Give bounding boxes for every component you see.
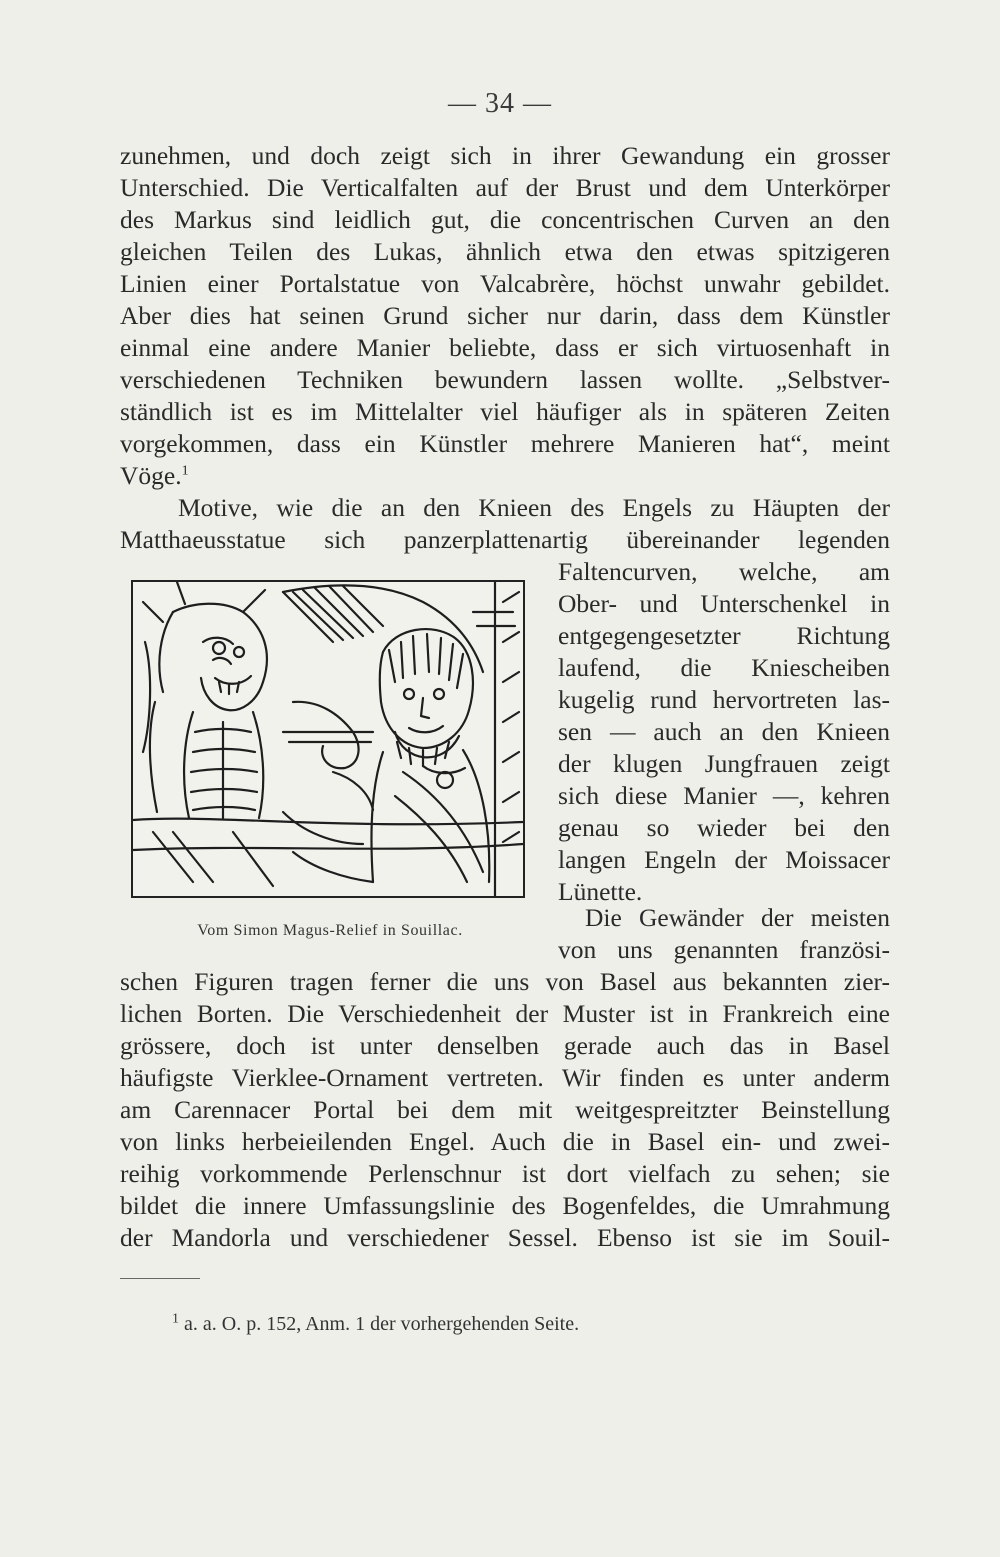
text-line: am Carennacer Portal bei dem mit weitgespreitzter Beinstellung [120,1095,890,1124]
text-line: lichen Borten. Die Verschiedenheit der Muster ist in Frankreich eine [120,999,890,1028]
footnote-divider [120,1278,200,1279]
text-line [120,460,189,492]
text-line: bildet die innere Umfassungslinie des Bogenfeldes, die Umrahmung [120,1191,890,1220]
figure-caption: Vom Simon Magus-Relief in Souillac. [197,922,463,939]
footnote [172,1313,579,1336]
text-line: verschiedenen Techniken bewundern lassen wollte. „Selbstver- [120,365,890,394]
text-line: Die Gewänder der meisten [585,903,890,932]
text-line: Ober- und Unterschenkel in [558,589,890,618]
text-line: Unterschied. Die Verticalfalten auf der Brust und dem Unterkörper [120,173,890,202]
text-line: Motive, wie die an den Knieen des Engels zu Häupten der [178,493,890,522]
text-line: schen Figuren tragen ferner die uns von Basel aus bekannten zier- [120,967,890,996]
page-number: — 34 — [448,88,552,119]
relief-drawing [133,582,523,896]
text-line: der klugen Jungfrauen zeigt [558,749,890,778]
footnote-text: a. a. O. p. 152, Anm. 1 der vorhergehenden Seite. [184,1313,580,1335]
text-line: der Mandorla und verschiedener Sessel. Ebenso ist sie im Souil- [120,1223,890,1252]
text-line: ständlich ist es im Mittelalter viel häufiger als in späteren Zeiten [120,397,890,426]
text-line: sen — auch an den Knieen [558,717,890,746]
text-line: sich diese Manier —, kehren [558,781,890,810]
text-line: genau so wieder bei den [558,813,890,842]
text-line: entgegengesetzter Richtung [558,621,890,650]
text-line: von uns genannten französi- [558,935,890,964]
voege-text: Vöge. [120,461,182,490]
text-line: Aber dies hat seinen Grund sicher nur darin, dass dem Künstler [120,301,890,330]
text-line: laufend, die Kniescheiben [558,653,890,682]
text-line: grössere, doch ist unter denselben gerade auch das in Basel [120,1031,890,1060]
text-line: vorgekommen, dass ein Künstler mehrere Manieren hat“, meint [120,429,890,458]
text-line: einmal eine andere Manier beliebte, dass er sich virtuosenhaft in [120,333,890,362]
text-line: gleichen Teilen des Lukas, ähnlich etwa den etwas spitzigeren [120,237,890,266]
footnote-reference: 1 [181,463,189,479]
text-line: Matthaeusstatue sich panzerplattenartig übereinander legenden [120,525,890,554]
text-line: reihig vorkommende Perlenschnur ist dort vielfach zu sehen; sie [120,1159,890,1188]
footnote-mark: 1 [172,1311,179,1327]
text-line: von links herbeieilenden Engel. Auch die in Basel ein- und zwei- [120,1127,890,1156]
text-line: häufigste Vierklee-Ornament vertreten. Wir finden es unter anderm [120,1063,890,1092]
text-line: Linien einer Portalstatue von Valcabrère, höchst unwahr gebildet. [120,269,890,298]
text-line: langen Engeln der Moissacer [558,845,890,874]
text-line: des Markus sind leidlich gut, die concentrischen Curven an den [120,205,890,234]
text-line: kugelig rund hervortreten las- [558,685,890,714]
text-line: Faltencurven, welche, am [558,557,890,586]
text-line: zunehmen, und doch zeigt sich in ihrer Gewandung ein grosser [120,141,890,170]
relief-illustration [131,580,525,898]
text-line: Lünette. [558,877,643,906]
